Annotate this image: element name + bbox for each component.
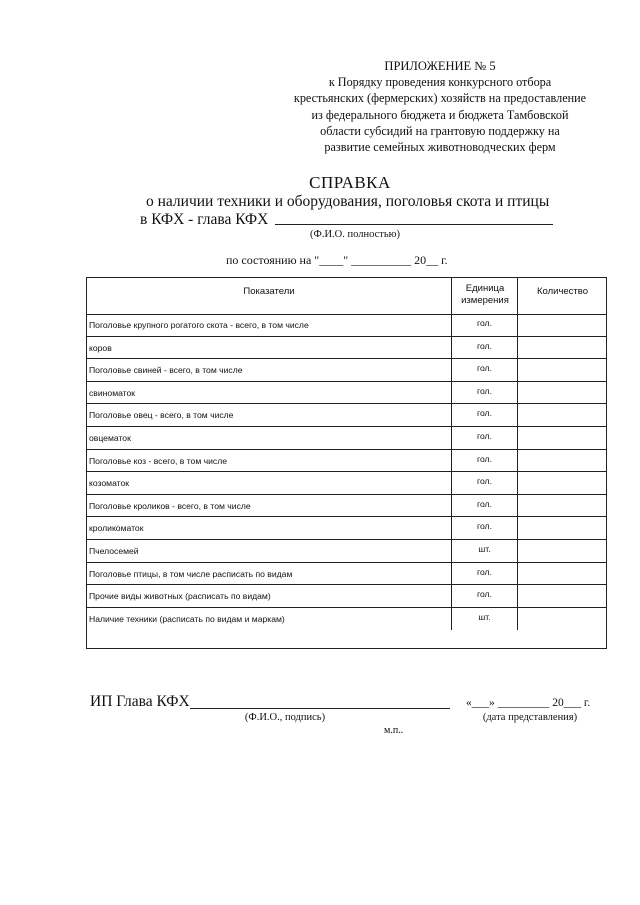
row-unit: гол. [451, 495, 517, 517]
row-quantity-field[interactable] [517, 563, 606, 585]
header-qty: Количество [536, 286, 589, 297]
livestock-table [86, 277, 607, 649]
row-unit: гол. [451, 314, 517, 336]
table-row [87, 495, 606, 518]
row-indicator-name: козоматок [89, 478, 130, 489]
state-date-line: по состоянию на "____" __________ 20__ г. [226, 253, 448, 267]
row-quantity-field[interactable] [517, 404, 606, 426]
appendix-line: развитие семейных животноводческих ферм [324, 140, 556, 155]
table-row [87, 563, 606, 586]
row-unit: гол. [451, 382, 517, 404]
row-unit: гол. [451, 472, 517, 494]
row-unit: шт. [451, 540, 517, 562]
row-quantity-field[interactable] [517, 472, 606, 494]
appendix-block [280, 58, 600, 155]
kfh-name-field[interactable] [275, 224, 553, 225]
row-indicator-name: Поголовье крупного рогатого скота - всего, в том числе [89, 320, 309, 330]
table-row [87, 382, 606, 405]
row-quantity-field[interactable] [517, 382, 606, 404]
header-unit [452, 283, 518, 307]
row-quantity-field[interactable] [517, 517, 606, 539]
row-unit: гол. [451, 450, 517, 472]
row-indicator-name: Прочие виды животных (расписать по видам) [89, 591, 271, 602]
table-row [87, 608, 606, 631]
submission-date-field[interactable]: «___» _________ 20___ г. [466, 697, 591, 709]
signature-field[interactable] [190, 708, 450, 709]
table-row [87, 359, 606, 382]
row-quantity-field[interactable] [517, 608, 606, 631]
table-body [87, 314, 606, 630]
kfh-label: в КФХ - глава КФХ [140, 211, 269, 228]
row-unit: гол. [451, 427, 517, 449]
table-row [87, 472, 606, 495]
appendix-line: к Порядку проведения конкурсного отбора [328, 75, 552, 90]
header-name-cell [87, 278, 451, 314]
appendix-line: из федерального бюджета и бюджета Тамбовской [311, 107, 569, 122]
table-row [87, 585, 606, 608]
fio-caption: (Ф.И.О. полностью) [310, 229, 400, 240]
appendix-line: крестьянских (фермерских) хозяйств на предоставление [293, 91, 587, 106]
row-quantity-field[interactable] [517, 314, 606, 336]
appendix-title: ПРИЛОЖЕНИЕ № 5 [384, 59, 496, 73]
row-unit: гол. [451, 404, 517, 426]
stamp-place-label: м.п.. [384, 725, 404, 736]
row-indicator-name: кроликоматок [89, 523, 144, 534]
table-row [87, 427, 606, 450]
row-quantity-field[interactable] [517, 359, 606, 381]
row-indicator-name: овцематок [89, 432, 131, 443]
row-unit: гол. [451, 585, 517, 607]
table-row [87, 540, 606, 563]
document-subtitle: о наличии техники и оборудования, поголовья скота и птицы [146, 193, 550, 210]
row-indicator-name: Поголовье овец - всего, в том числе [89, 410, 234, 421]
row-indicator-name: свиноматок [89, 387, 136, 398]
header-unit-cell [451, 278, 518, 314]
row-indicator-name: коров [89, 342, 112, 353]
row-unit: шт. [451, 608, 517, 631]
sign-label: ИП Глава КФХ [90, 693, 190, 710]
date-caption: (дата представления) [482, 712, 578, 723]
row-indicator-name: Поголовье коз - всего, в том числе [89, 455, 227, 466]
row-quantity-field[interactable] [517, 337, 606, 359]
row-indicator-name: Поголовье птицы, в том числе расписать по видам [89, 568, 293, 579]
table-row [87, 404, 606, 427]
row-indicator-name: Наличие техники (расписать по видам и маркам) [89, 613, 285, 624]
table-row [87, 314, 606, 337]
row-quantity-field[interactable] [517, 495, 606, 517]
table-header [87, 278, 606, 315]
document-title: СПРАВКА [309, 173, 391, 192]
header-name: Показатели [243, 286, 295, 297]
row-indicator-name: Поголовье кроликов - всего, в том числе [89, 500, 251, 511]
sign-caption: (Ф.И.О., подпись) [244, 712, 326, 723]
header-qty-cell [517, 278, 607, 314]
table-row [87, 450, 606, 473]
appendix-line: области субсидий на грантовую поддержку на [320, 123, 560, 138]
row-unit: гол. [451, 359, 517, 381]
row-quantity-field[interactable] [517, 427, 606, 449]
row-unit: гол. [451, 337, 517, 359]
header-unit-line1: Единица [465, 283, 505, 294]
row-quantity-field[interactable] [517, 540, 606, 562]
row-indicator-name: Пчелосемей [89, 545, 139, 556]
table-row [87, 517, 606, 540]
row-quantity-field[interactable] [517, 450, 606, 472]
row-quantity-field[interactable] [517, 585, 606, 607]
row-indicator-name: Поголовье свиней - всего, в том числе [89, 365, 243, 376]
row-unit: гол. [451, 517, 517, 539]
table-row [87, 337, 606, 360]
header-unit-line2: измерения [461, 295, 509, 306]
row-unit: гол. [451, 563, 517, 585]
